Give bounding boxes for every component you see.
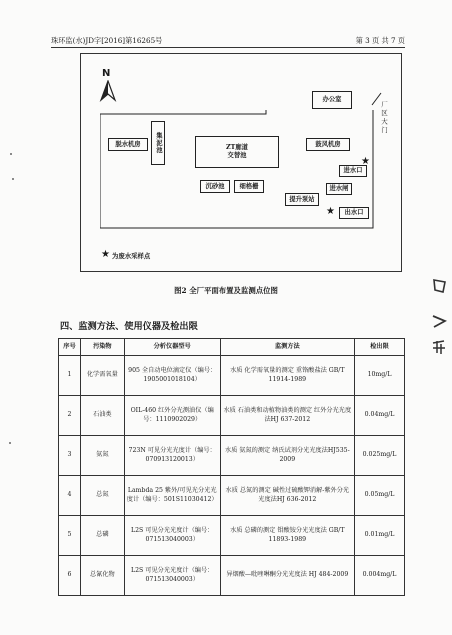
cell-method: 水质 总磷的测定 钼酸铵分光光度法 GB/T 11893-1989 bbox=[220, 516, 354, 556]
plan-legend bbox=[101, 250, 150, 260]
fine-screen: 细格栅 bbox=[234, 180, 264, 193]
method-table bbox=[58, 338, 405, 596]
cell-no: 2 bbox=[59, 396, 81, 436]
cell-no: 6 bbox=[59, 556, 81, 596]
figure-caption: 图2 全厂平面布置及监测点位图 bbox=[174, 286, 278, 295]
legend-text: 为废水采样点 bbox=[111, 251, 151, 260]
table-row bbox=[59, 396, 405, 436]
zt-corridor-label: ZT廊道 bbox=[226, 144, 248, 152]
table-row bbox=[59, 476, 405, 516]
inlet-gate: 进水闸 bbox=[326, 183, 352, 195]
zt-corridor bbox=[195, 136, 279, 168]
col-header-no: 序号 bbox=[59, 339, 81, 356]
sampling-point-legend-icon: ★ bbox=[101, 249, 110, 260]
cell-method: 水质 石油类和动植物油类的测定 红外分光光度法HJ 637-2012 bbox=[220, 396, 354, 436]
table-row bbox=[59, 516, 405, 556]
cell-instrument: Lambda 25 紫外/可见光分光光度计（编号：501S11030412） bbox=[124, 476, 220, 516]
cell-no: 5 bbox=[59, 516, 81, 556]
sampling-point-inlet-icon: ★ bbox=[361, 156, 370, 167]
cell-limit: 0.04mg/L bbox=[355, 396, 405, 436]
cell-limit: 0.05mg/L bbox=[355, 476, 405, 516]
section-title: 四、监测方法、使用仪器及检出限 bbox=[60, 321, 198, 332]
cell-method: 水质 总氮的测定 碱性过硫酸钾消解-紫外分光光度法HJ 636-2012 bbox=[220, 476, 354, 516]
col-header-pollutant: 污染物 bbox=[80, 339, 124, 356]
scan-speck bbox=[12, 178, 14, 180]
binding-stamp-fragment bbox=[431, 339, 447, 355]
cell-pollutant: 化学需氧量 bbox=[80, 356, 124, 396]
distribution-pool-label: 交替池 bbox=[227, 152, 247, 159]
binding-stamp-fragment bbox=[431, 313, 447, 329]
scan-speck bbox=[10, 153, 12, 155]
lift-pump-station: 提升泵站 bbox=[285, 193, 319, 206]
col-header-instrument: 分析仪器型号 bbox=[124, 339, 220, 356]
table-row bbox=[59, 436, 405, 476]
col-header-method: 监测方法 bbox=[220, 339, 354, 356]
page-number: 第 3 页 共 7 页 bbox=[355, 36, 405, 45]
cell-pollutant: 总氮 bbox=[80, 476, 124, 516]
sludge-pool: 集泥池 bbox=[151, 121, 165, 165]
binding-stamp-fragment bbox=[431, 278, 447, 294]
cell-instrument: L2S 可见分光光度计（编号：071513040003） bbox=[124, 556, 220, 596]
blower-room: 鼓风机房 bbox=[306, 138, 350, 151]
cell-method: 水质 化学需氧量的测定 重铬酸盐法 GB/T 11914-1989 bbox=[220, 356, 354, 396]
cell-instrument: OIL-460 红外分光测油仪（编号：1110902029） bbox=[124, 396, 220, 436]
cell-instrument: 905 全自动电位滴定仪（编号：1905001018104） bbox=[124, 356, 220, 396]
cell-method: 异烟酸—吡唑啉酮分光光度法 HJ 484-2009 bbox=[220, 556, 354, 596]
north-label: N bbox=[102, 68, 111, 79]
gate-label: 厂区大门 bbox=[380, 101, 388, 135]
col-header-limit: 检出限 bbox=[355, 339, 405, 356]
office-building: 办公室 bbox=[312, 91, 352, 109]
page-header bbox=[51, 36, 405, 48]
dewater-room: 脱水机房 bbox=[108, 138, 148, 151]
cell-pollutant: 总氰化物 bbox=[80, 556, 124, 596]
cell-method: 水质 氨氮的测定 纳氏试剂分光光度法HJ535-2009 bbox=[220, 436, 354, 476]
cell-pollutant: 总磷 bbox=[80, 516, 124, 556]
cell-pollutant: 氨氮 bbox=[80, 436, 124, 476]
cell-limit: 10mg/L bbox=[355, 356, 405, 396]
grit-chamber: 沉砂池 bbox=[200, 180, 230, 193]
cell-limit: 0.025mg/L bbox=[355, 436, 405, 476]
table-row bbox=[59, 556, 405, 596]
sampling-point-outlet-icon: ★ bbox=[326, 206, 335, 217]
inlet-outlet: 进水口 bbox=[339, 165, 367, 177]
scan-speck bbox=[9, 442, 11, 444]
cell-no: 1 bbox=[59, 356, 81, 396]
cell-no: 4 bbox=[59, 476, 81, 516]
table-row bbox=[59, 356, 405, 396]
cell-limit: 0.004mg/L bbox=[355, 556, 405, 596]
cell-pollutant: 石油类 bbox=[80, 396, 124, 436]
cell-instrument: L2S 可见分光光度计（编号：071513040003） bbox=[124, 516, 220, 556]
north-arrow-icon bbox=[98, 80, 118, 102]
report-number: 珠环监(水)JD字[2016]第16265号 bbox=[51, 36, 163, 45]
cell-no: 3 bbox=[59, 436, 81, 476]
table-header-row bbox=[59, 339, 405, 356]
cell-instrument: 723N 可见分光光度计（编号：070913120013） bbox=[124, 436, 220, 476]
outlet: 出水口 bbox=[339, 207, 369, 219]
cell-limit: 0.01mg/L bbox=[355, 516, 405, 556]
